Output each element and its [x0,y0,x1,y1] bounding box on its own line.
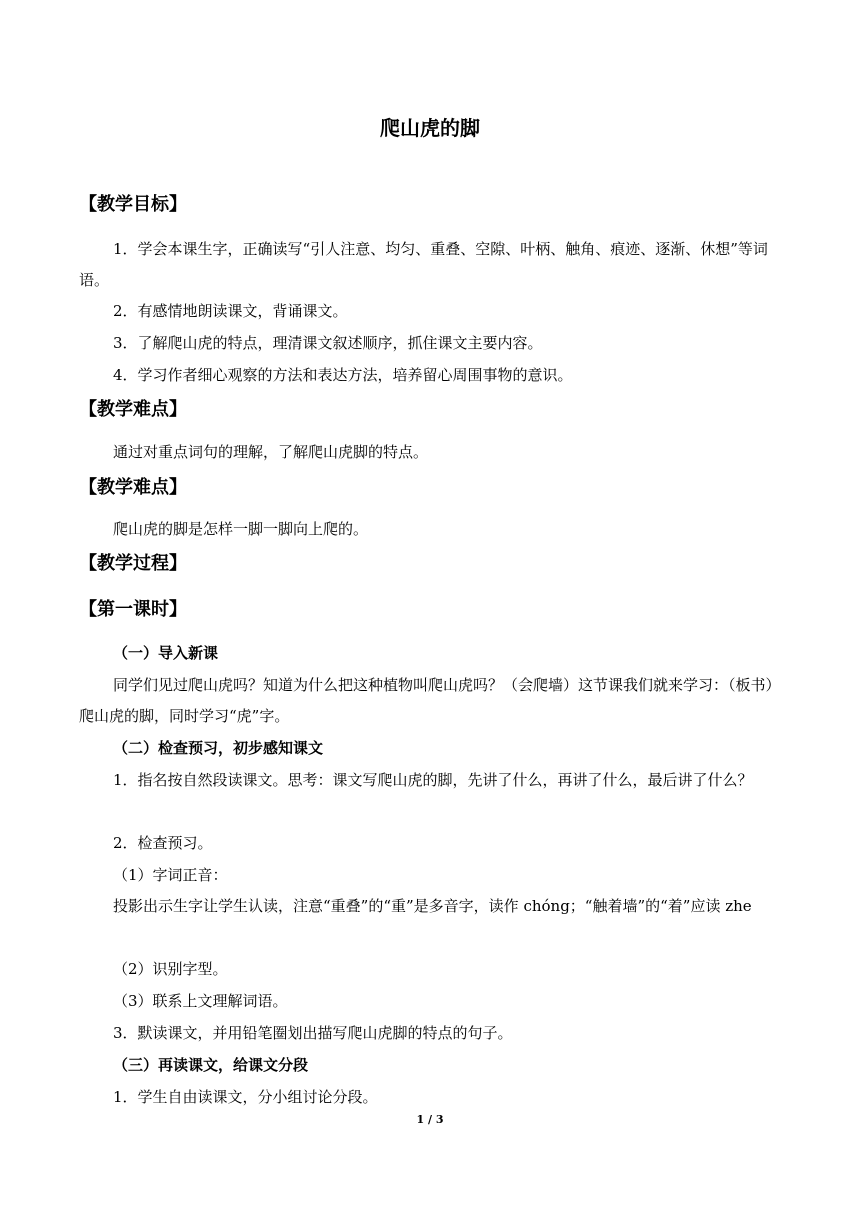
heading-lesson-1: 【第一课时】 [79,599,187,620]
heading-key-point: 【教学难点】 [79,399,187,420]
difficulty-text: 爬山虎的脚是怎样一脚一脚向上爬的。 [113,520,369,538]
part2-title: （二）检查预习，初步感知课文 [113,739,324,757]
part2-item-2: 2．检查预习。 [113,834,213,852]
part2-item-1: 1．指名按自然段读课文。思考：课文写爬山虎的脚，先讲了什么，再讲了什么，最后讲了什么？ [113,771,753,789]
part3-item-1: 1．学生自由读课文，分小组讨论分段。 [113,1088,378,1106]
objective-item-2: 2．有感情地朗读课文，背诵课文。 [113,302,348,320]
key-point-text: 通过对重点词句的理解，了解爬山虎脚的特点。 [113,443,429,461]
heading-difficulty: 【教学难点】 [79,477,187,498]
objective-item-1: 1．学会本课生字，正确读写“引人注意、均匀、重叠、空隙、叶柄、触角、痕迹、逐渐、休想”等词语。 [79,240,768,289]
part2-sub-1: （1）字词正音： [113,866,228,884]
part3-title: （三）再读课文，给课文分段 [113,1056,309,1074]
heading-objectives: 【教学目标】 [79,194,187,215]
page-number: 1 / 3 [416,1113,444,1126]
part2-item-3: 3．默读课文，并用铅笔圈划出描写爬山虎脚的特点的句子。 [113,1024,513,1042]
part2-sub-3: （3）联系上文理解词语。 [113,992,288,1010]
part1-text: 同学们见过爬山虎吗？知道为什么把这种植物叫爬山虎吗？（会爬墙）这节课我们就来学习：（板书）爬山虎的脚，同时学习“虎”字。 [79,676,781,725]
page-title: 爬山虎的脚 [380,116,480,140]
objective-item-4: 4．学习作者细心观察的方法和表达方法，培养留心周围事物的意识。 [113,366,573,384]
part2-sub-2: （2）识别字型。 [113,960,228,978]
heading-process: 【教学过程】 [79,553,187,574]
part2-sub-1-text: 投影出示生字让学生认读，注意“重叠”的“重”是多音字，读作 chóng；“触着墙”的“着”应读 zhe [113,897,752,915]
objective-item-3: 3．了解爬山虎的特点，理清课文叙述顺序，抓住课文主要内容。 [113,334,543,352]
part1-title: （一）导入新课 [113,644,219,662]
